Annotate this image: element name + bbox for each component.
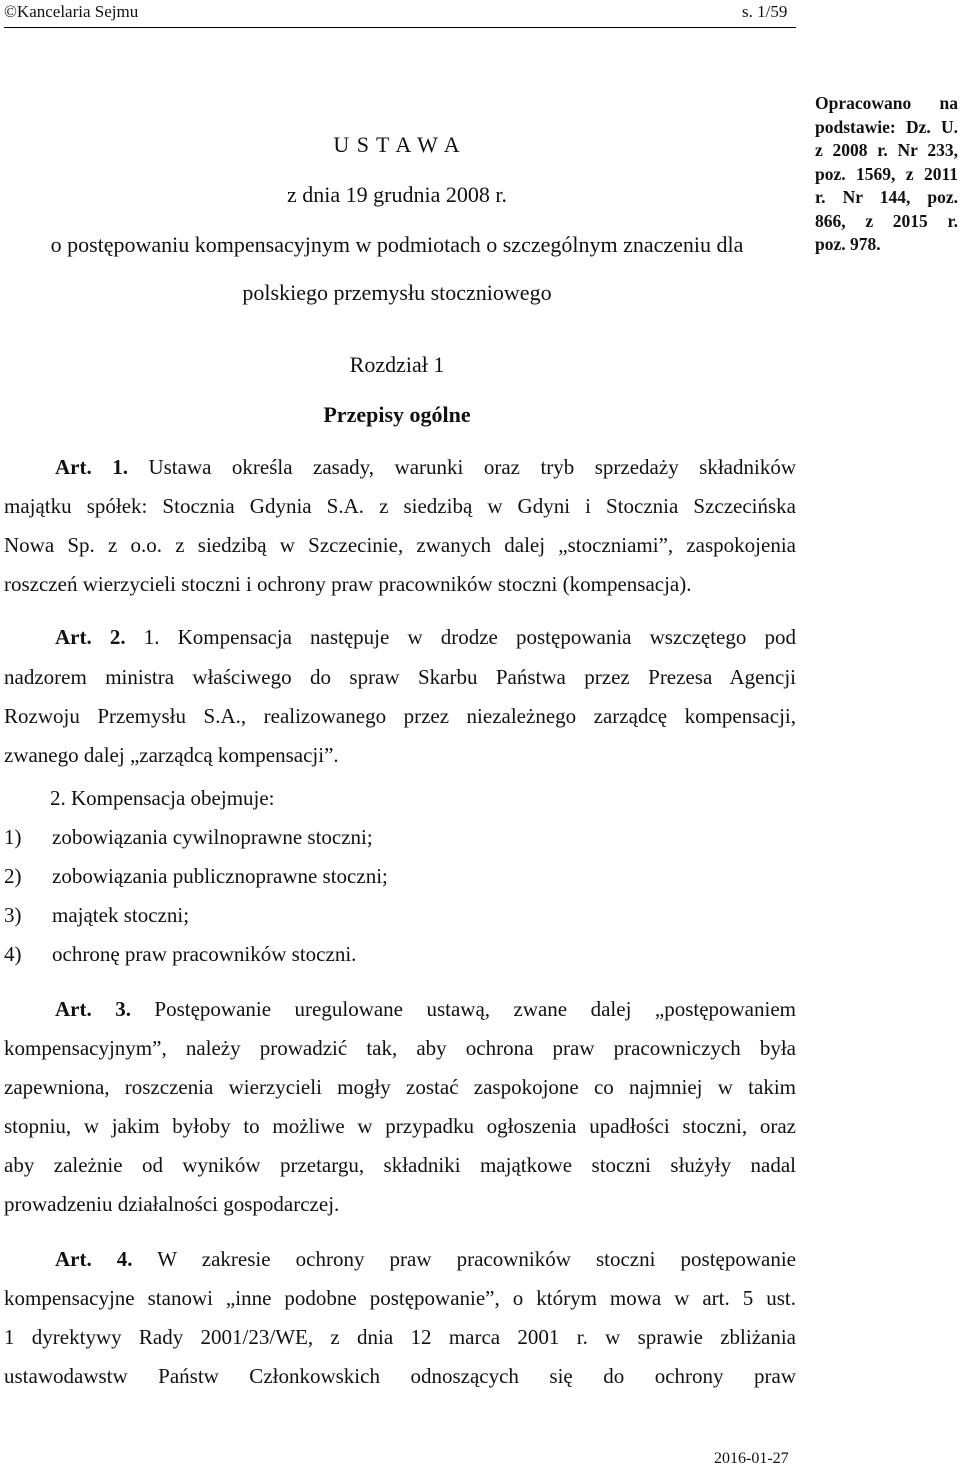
art3-line1: Art. 3. Postępowanie uregulowane ustawą, zwane dalej „postępowaniem [55, 997, 796, 1021]
art4-line3: 1 dyrektywy Rady 2001/23/WE, z dnia 12 marca 2001 r. w sprawie zbliżania [4, 1325, 796, 1349]
art4-line2: kompensacyjne stanowi „inne podobne postępowanie”, o którym mowa w art. 5 ust. [4, 1286, 796, 1310]
source-note-line: Opracowano na [815, 93, 958, 113]
list-item-number: 2) [4, 864, 22, 888]
chapter-title: Przepisy ogólne [323, 402, 471, 427]
art4-label: Art. 4. [55, 1247, 133, 1271]
header-divider [4, 27, 796, 28]
art3-line5: aby zależnie od wyników przetargu, składniki majątkowe stoczni służyły nadal [4, 1153, 796, 1177]
art1-line3: Nowa Sp. z o.o. z siedzibą w Szczecinie, zwanych dalej „stoczniami”, zaspokojenia [4, 533, 796, 557]
art3-line4: stopniu, w jakim byłoby to możliwe w przypadku ogłoszenia upadłości stoczni, oraz [4, 1114, 796, 1138]
art2-p2: 2. Kompensacja obejmuje: [50, 786, 275, 810]
list-item-text: majątek stoczni; [52, 903, 190, 927]
art2-line3: Rozwoju Przemysłu S.A., realizowanego przez niezależnego zarządcę kompensacji, [4, 704, 796, 728]
act-title: U S T A W A [333, 132, 461, 157]
source-note-line: poz. 1569, z 2011 [815, 163, 958, 184]
art1-line1: Art. 1. Ustawa określa zasady, warunki oraz tryb sprzedaży składników [55, 455, 797, 479]
header-copyright: ©Kancelaria Sejmu [4, 2, 139, 21]
source-note-line: r. Nr 144, poz. [815, 187, 958, 207]
list-item-number: 1) [4, 825, 22, 849]
list-item-number: 3) [4, 903, 22, 927]
art3-line2: kompensacyjnym”, należy prowadzić tak, aby ochrona praw pracowniczych była [4, 1036, 796, 1060]
source-note-line: poz. 978. [815, 234, 881, 254]
art2-line1: Art. 2. 1. Kompensacja następuje w drodze postępowania wszczętego pod [55, 625, 796, 649]
art4-line4: ustawodawstw Państw Członkowskich odnoszących się do ochrony praw [4, 1364, 796, 1388]
source-note-line: podstawie: Dz. U. [815, 116, 958, 137]
act-date: z dnia 19 grudnia 2008 r. [287, 182, 507, 207]
art1-line4: roszczeń wierzycieli stoczni i ochrony praw pracowników stoczni (kompensacja). [4, 572, 692, 596]
page-number: s. 1/59 [742, 2, 788, 21]
art2-line2: nadzorem ministra właściwego do spraw Skarbu Państwa przez Prezesa Agencji [4, 665, 796, 689]
art2-line4: zwanego dalej „zarządcą kompensacji”. [4, 743, 339, 767]
list-item-number: 4) [4, 942, 22, 966]
source-note-line: z 2008 r. Nr 233, [815, 140, 958, 160]
source-note-line: 866, z 2015 r. [815, 210, 958, 231]
footer-date: 2016-01-27 [714, 1450, 789, 1467]
art2-label: Art. 2. [55, 625, 126, 649]
art3-line6: prowadzeniu działalności gospodarczej. [4, 1192, 340, 1216]
act-subject-line2: polskiego przemysłu stoczniowego [242, 280, 552, 305]
list-item-text: ochronę praw pracowników stoczni. [52, 942, 357, 966]
art1-line2: majątku spółek: Stocznia Gdynia S.A. z siedzibą w Gdyni i Stocznia Szczecińska [4, 494, 796, 518]
list-item-text: zobowiązania cywilnoprawne stoczni; [52, 825, 373, 849]
source-note [815, 92, 958, 257]
art3-label: Art. 3. [55, 997, 131, 1021]
list-item-text: zobowiązania publicznoprawne stoczni; [52, 864, 388, 888]
art1-label: Art. 1. [55, 455, 128, 479]
art4-line1: Art. 4. W zakresie ochrony praw pracowników stoczni postępowanie [55, 1247, 796, 1271]
chapter-number: Rozdział 1 [349, 352, 445, 377]
act-subject-line1: o postępowaniu kompensacyjnym w podmiotach o szczególnym znaczeniu dla [50, 232, 744, 257]
art3-line3: zapewniona, roszczenia wierzycieli mogły zostać zaspokojone co najmniej w takim [4, 1075, 796, 1099]
